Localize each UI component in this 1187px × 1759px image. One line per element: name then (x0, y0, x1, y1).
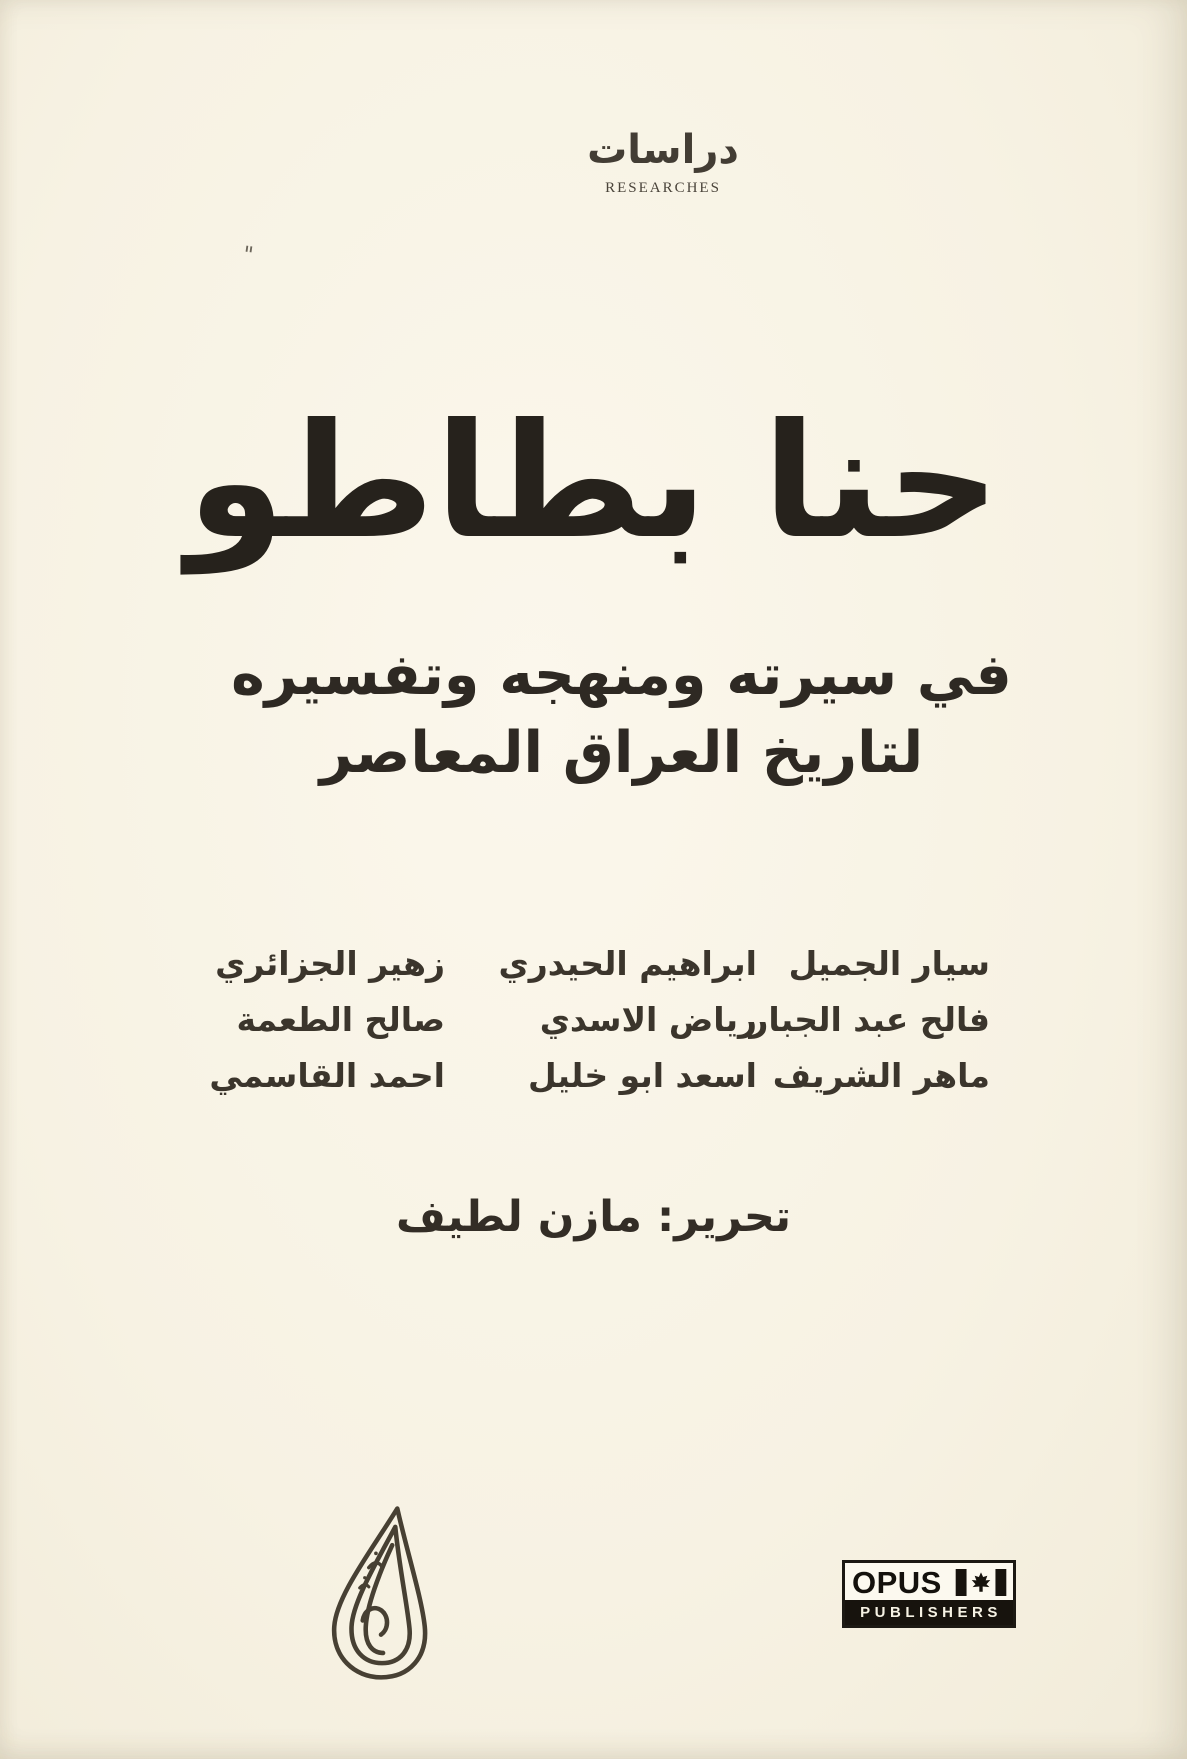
canada-flag-icon (955, 1569, 1007, 1596)
contributor-name: زهير الجزائري (215, 944, 445, 983)
series-label-arabic: دراسات (587, 127, 739, 173)
contributor-name: صالح الطعمة (236, 1000, 445, 1039)
book-title: حنا بطاطو (186, 390, 1001, 574)
book-subtitle (28, 636, 1187, 792)
opus-logo-top-row (845, 1563, 1013, 1600)
contributor-name: رياض الاسدي (539, 1000, 757, 1039)
opus-wordmark: OPUS (852, 1565, 942, 1600)
subtitle-line-1: في سيرته ومنهجه وتفسيره (231, 642, 1012, 708)
series-header (513, 126, 813, 197)
contributor-name: اسعد ابو خليل (527, 1056, 757, 1095)
contributor-name: احمد القاسمي (209, 1056, 445, 1095)
contributors-column-right (749, 936, 990, 1104)
contributors-column-left (209, 936, 445, 1104)
contributor-name: فالح عبد الجبار (749, 1000, 990, 1039)
stray-scan-mark: " (241, 242, 255, 269)
subtitle-line-2: لتاريخ العراق المعاصر (319, 720, 924, 786)
contributor-name: ماهر الشريف (772, 1056, 990, 1095)
editor-credit: تحرير: مازن لطيف (396, 1192, 791, 1242)
contributors-column-middle (498, 936, 757, 1104)
dar-al-rafidain-calligraphy-icon (318, 1502, 440, 1686)
opus-publishers-logo (842, 1560, 1016, 1628)
series-label-english: RESEARCHES (605, 180, 721, 196)
contributor-name: سيار الجميل (788, 944, 990, 983)
contributor-name: ابراهيم الحيدري (498, 944, 757, 983)
opus-publishers-label: PUBLISHERS (845, 1600, 1013, 1625)
